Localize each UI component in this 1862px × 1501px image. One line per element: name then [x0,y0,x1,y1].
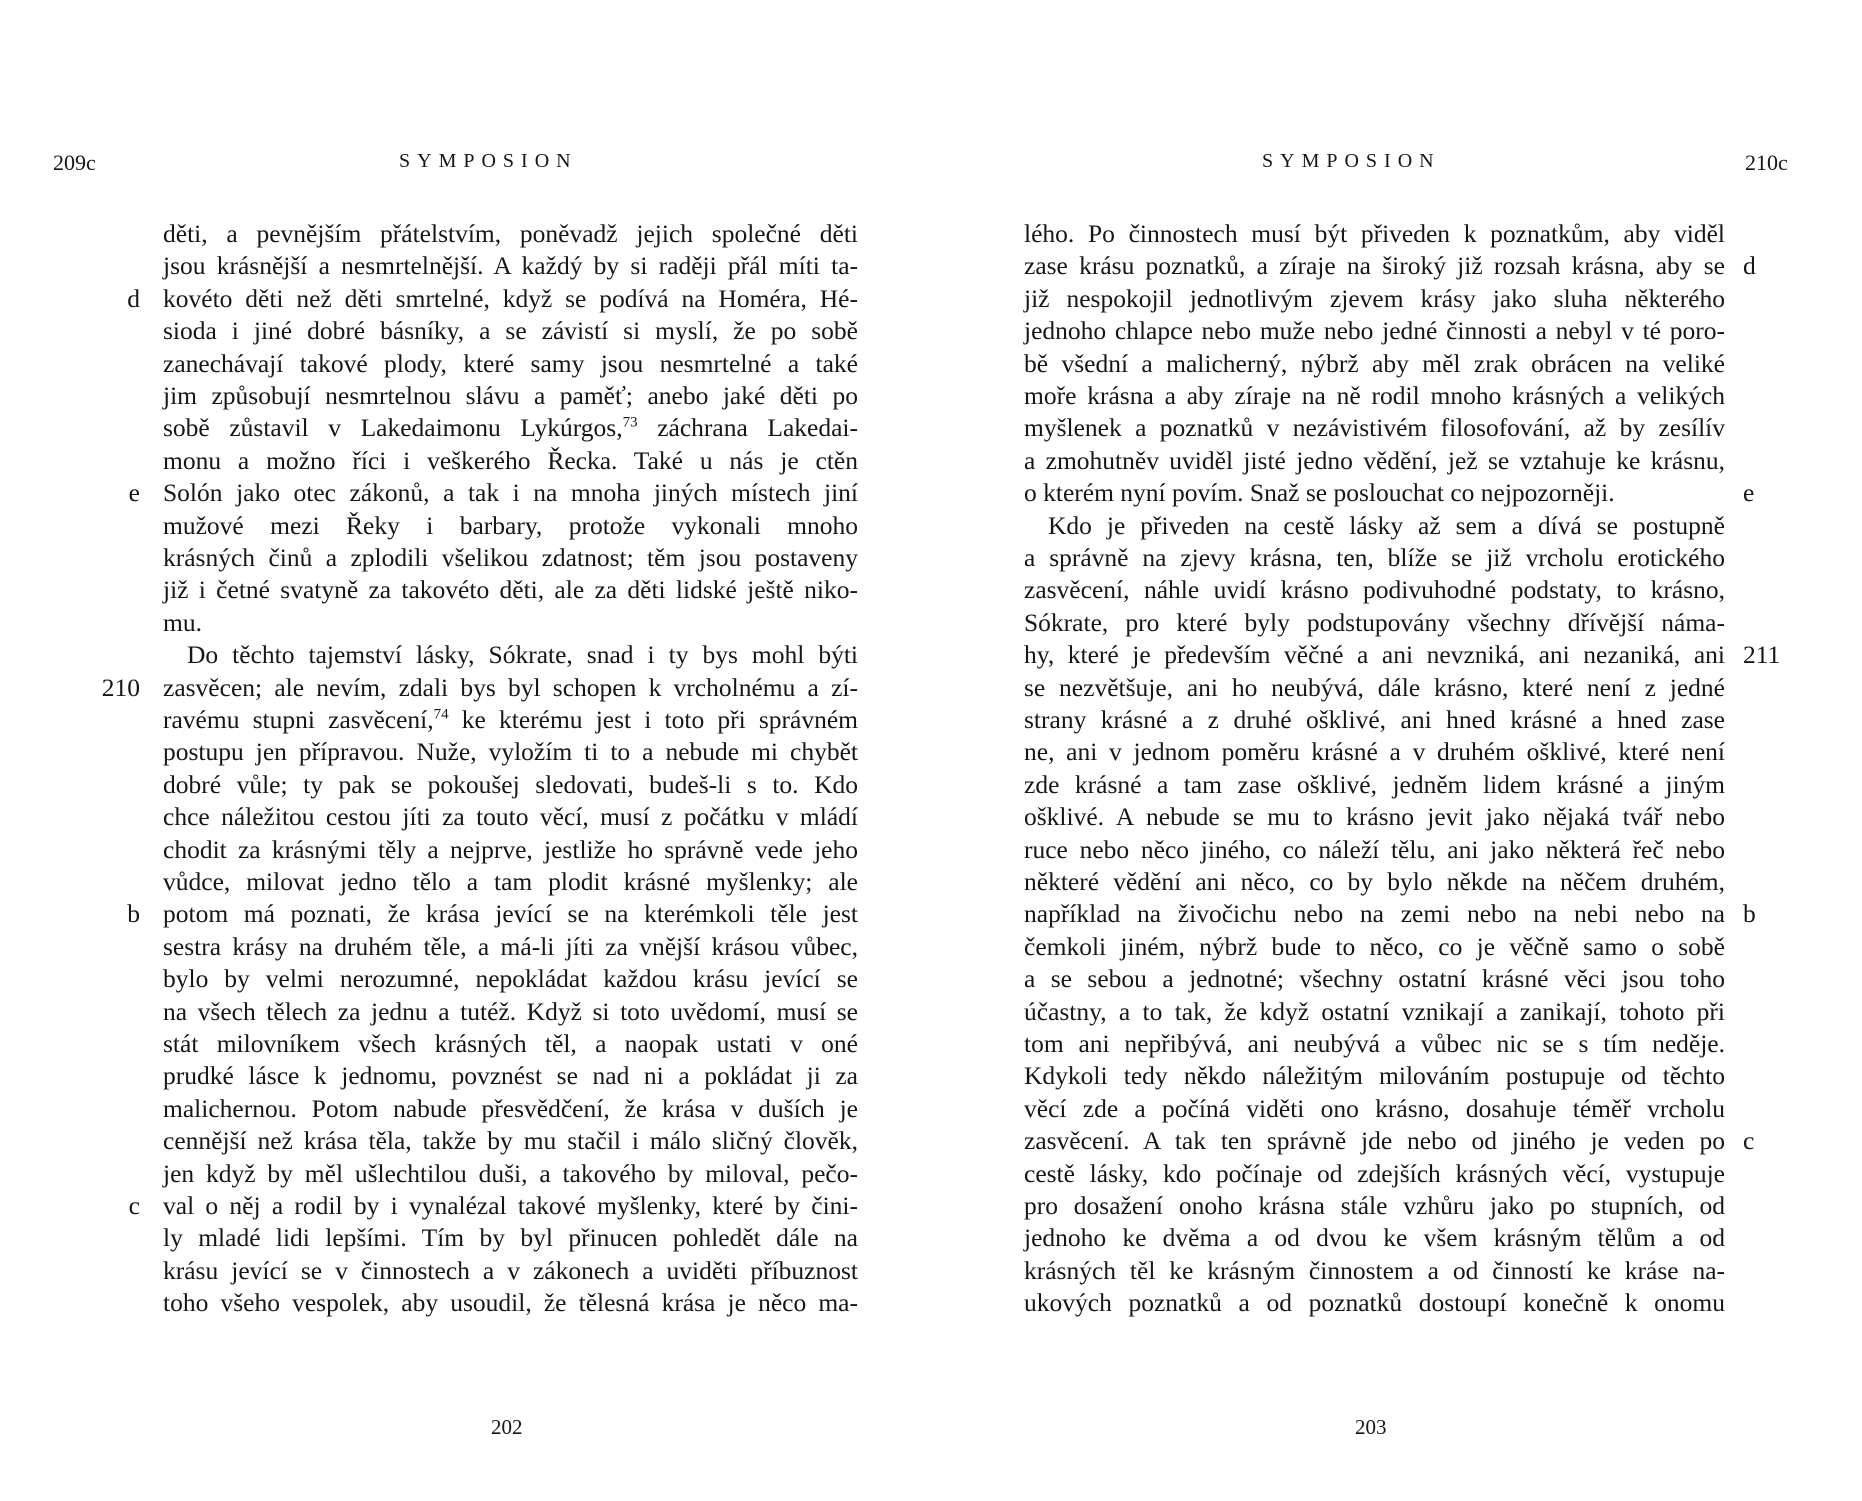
text-line: tom ani nepřibývá, ani neubývá a vůbec nic se s tím neděje. [1024,1029,1725,1058]
text-line: například na živočichu nebo na zemi nebo na nebi nebo na [1024,899,1725,929]
text-line: ly mladé lidi lepšími. Tím by byl přinucen pohledět dále na [163,1223,858,1253]
margin-ref: 210 [101,672,140,702]
text-line: potom má poznati, že krása jevící se na kterémkoli těle jest [163,899,858,929]
text-line: stát milovníkem všech krásných těl, a naopak ustati v oné [163,1029,858,1058]
text-line [163,412,858,444]
text-line: účastny, a to tak, že když ostatní vznikají a zanikají, tohoto při [1024,996,1725,1026]
text-line: Kdykoli tedy někdo náležitým milováním postupuje od těchto [1024,1061,1725,1091]
text-line: mu. [163,607,202,637]
text-line: cestě lásky, kdo počínaje od zdejších krásných věcí, vystupuje [1024,1158,1725,1188]
margin-ref: c [1743,1126,1755,1156]
text-line: Kdo je přiveden na cestě lásky až sem a dívá se postupně [1048,510,1725,540]
text-line: cennější než krása těla, takže by mu stačil i málo sličný člověk, [163,1126,858,1156]
text-line: o kterém nyní povím. Snaž se poslouchat co nejpozorněji. [1024,478,1615,508]
footnote-ref: 74 [433,706,449,723]
text-line: krásných těl ke krásným činnostem a od činností ke kráse na- [1024,1255,1725,1285]
running-head-left: SYMPOSION [399,150,578,172]
text-line: bylo by velmi nerozumné, nepokládat každou krásu jevící se [163,964,858,994]
text-line: jednoho chlapce nebo muže nebo jedné činnosti a nebyl v té poro- [1024,316,1725,346]
text-line: hy, které je především věčné a ani nevzniká, ani nezaniká, ani [1024,640,1725,670]
text-line: krásných činů a zplodili všelikou zdatnost; těm jsou postaveny [163,543,858,572]
text-line: zanechávají takové plody, které samy jsou nesmrtelné a také [163,348,858,378]
text-line: pro dosažení onoho krásna stále vzhůru jako po stupních, od [1024,1191,1725,1220]
text-line: Do těchto tajemství lásky, Sókrate, snad i ty bys mohl býti [187,640,858,670]
text-line: na všech tělech za jednu a tutéž. Když si toto uvědomí, musí se [163,996,858,1026]
text-line: ne, ani v jednom poměru krásné a v druhém ošklivé, které není [1024,737,1725,767]
margin-ref: b [1743,899,1756,929]
margin-ref: e [1743,478,1755,508]
text-line: myšlenek a poznatků v nezávistivém filosofování, až by zesílív [1024,413,1725,443]
text-line: a se sebou a jednotné; všechny ostatní krásné věci jsou toho [1024,964,1725,994]
text-line: jen když by měl ušlechtilou duši, a takového by miloval, pečo- [163,1158,858,1188]
text-line: zasvěcení. A tak ten správně jde nebo od jiného je veden po [1024,1126,1725,1156]
text-line: postupu jen přípravou. Nuže, vyložím ti to a nebude mi chybět [163,737,858,767]
text-line: ukových poznatků a od poznatků dostoupí konečně k onomu [1024,1288,1725,1318]
text-line: toho všeho vespolek, aby usoudil, že tělesná krása je něco ma- [163,1288,858,1318]
stephanus-ref-right: 210c [1745,150,1788,175]
text-line: chce náležitou cestou jíti za touto věcí, musí z počátku v mládí [163,802,858,832]
text-line: strany krásné a z druhé ošklivé, ani hned krásné a hned zase [1024,705,1725,734]
text-segment: záchrana Lakedai- [637,413,858,443]
text-line: a správně na zjevy krásna, ten, blíže se již vrcholu erotického [1024,543,1725,572]
text-line: čemkoli jiném, nýbrž bude to něco, co je věčně samo o sobě [1024,931,1725,961]
text-line: již i četné svatyně za takovéto děti, ale za děti lidské ještě niko- [163,575,858,605]
text-line: bě všední a malicherný, nýbrž aby měl zrak obrácen na veliké [1024,348,1725,378]
text-line: chodit za krásnými těly a nejprve, jestliže ho správně vede jeho [163,834,858,864]
text-line: mužové mezi Řeky i barbary, protože vykonali mnoho [163,510,858,540]
text-line: krásu jevící se v činnostech a v zákonech a uviděti příbuznost [163,1255,858,1285]
text-segment: ravému stupni zasvěcení, [163,705,434,734]
page-number-right: 203 [1355,1415,1387,1439]
text-line: Sókrate, pro které byly podstupovány všechny dřívější náma- [1024,607,1725,637]
text-line: jim způsobují nesmrtelnou slávu a paměť; anebo jaké děti po [163,381,858,410]
text-line: vůdce, milovat jedno tělo a tam plodit krásné myšlenky; ale [163,867,858,896]
text-line: sestra krásy na druhém těle, a má-li jíti za vnější krásou vůbec, [163,931,858,961]
text-line: se nezvětšuje, ani ho neubývá, dále krásno, které není z jedné [1024,672,1725,702]
right-page [931,0,1862,1501]
margin-ref: c [128,1191,140,1220]
margin-ref: e [128,478,140,508]
text-line: dobré vůle; ty pak se pokoušej sledovati, budeš-li s to. Kdo [163,769,858,799]
text-line: val o něj a rodil by i vynalézal takové myšlenky, které by čini- [163,1191,858,1220]
margin-ref: 211 [1743,640,1781,670]
text-line: lého. Po činnostech musí být přiveden k poznatkům, aby viděl [1024,219,1725,248]
margin-ref: b [127,899,140,929]
text-line: malichernou. Potom nabude přesvědčení, že krása v duších je [163,1093,858,1123]
text-line: věcí zde a počíná viděti ono krásno, dosahuje téměř vrcholu [1024,1093,1725,1123]
running-head-right: SYMPOSION [1262,150,1441,172]
text-line: jednoho ke dvěma a od dvou ke všem krásným tělům a od [1024,1223,1725,1253]
footnote-ref: 73 [622,414,638,431]
stephanus-ref-left: 209c [53,150,96,175]
text-line: některé vědění ani něco, co by bylo někde na něčem druhém, [1024,867,1725,896]
text-line: a zmohutněv uviděl jisté jedno vědění, jež se vztahuje ke krásnu, [1024,445,1725,475]
text-line: ošklivé. A nebude se mu to krásno jevit jako nějaká tvář nebo [1024,802,1725,832]
text-line: kovéto děti než děti smrtelné, když se podívá na Homéra, Hé- [163,283,858,313]
text-line: děti, a pevnějším přátelstvím, poněvadž jejich společné děti [163,219,858,248]
text-segment: sobě zůstavil v Lakedaimonu Lykúrgos, [163,413,623,443]
page-number-left: 202 [491,1415,523,1439]
text-line: sioda i jiné dobré básníky, a se závistí si myslí, že po sobě [163,316,858,346]
text-line: prudké lásce k jednomu, povznést se nad ni a pokládat ji za [163,1061,858,1091]
text-line [163,704,858,736]
text-line: již nespokojil jednotlivým zjevem krásy jako sluha některého [1024,283,1725,313]
margin-ref: d [127,283,140,313]
text-line: jsou krásnější a nesmrtelnější. A každý by si raději přál míti ta- [163,251,858,281]
text-line: moře krásna a aby zíraje na ně rodil mnoho krásných a velikých [1024,381,1725,410]
text-line: zasvěcení, náhle uvidí krásno podivuhodné podstaty, to krásno, [1024,575,1725,605]
margin-ref: d [1743,251,1756,281]
text-segment: ke kterému jest i toto při správném [448,705,858,734]
text-line: zase krásu poznatků, a zíraje na široký již rozsah krásna, aby se [1024,251,1725,281]
text-line: zde krásné a tam zase ošklivé, jedněm lidem krásné a jiným [1024,769,1725,799]
text-line: monu a možno říci i veškerého Řecka. Také u nás je ctěn [163,445,858,475]
text-line: ruce nebo něco jiného, co náleží tělu, ani jako některá řeč nebo [1024,834,1725,864]
text-line: Solón jako otec zákonů, a tak i na mnoha jiných místech jiní [163,478,858,508]
text-line: zasvěcen; ale nevím, zdali bys byl schopen k vrcholnému a zí- [163,672,858,702]
